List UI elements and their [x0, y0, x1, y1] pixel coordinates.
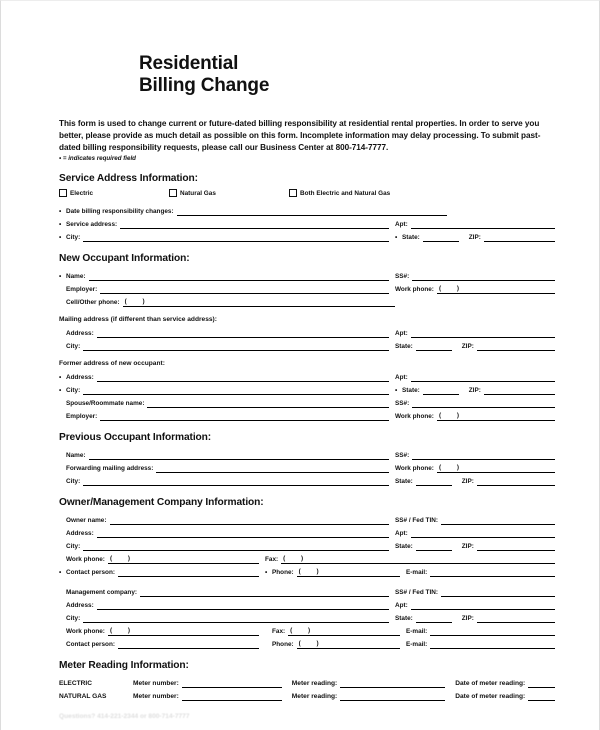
label-state-service: State: — [402, 234, 420, 242]
input-meter-reading-electric[interactable] — [340, 678, 445, 688]
label-management-fax: Fax: — [272, 628, 286, 636]
field-row-new-occupant-name — [59, 268, 555, 281]
label-former-address: Address: — [66, 374, 94, 382]
meter-row-electric — [59, 675, 555, 688]
input-owner-name[interactable] — [110, 515, 390, 525]
section-heading-service-address: Service Address Information: — [59, 173, 198, 185]
label-date-meter-reading-natural-gas: Date of meter reading: — [455, 693, 526, 701]
label-spouse-ssn: SS#: — [395, 400, 410, 408]
spacer-marker — [59, 329, 66, 338]
section-heading-meter-reading: Meter Reading Information: — [59, 660, 189, 672]
label-zip-mailing: ZIP: — [461, 343, 474, 351]
label-meter-number-electric: Meter number: — [133, 680, 179, 688]
checkbox-label-electric: Electric — [70, 189, 94, 197]
spacer-marker — [59, 627, 66, 636]
required-marker: • — [59, 221, 62, 229]
input-city-management[interactable] — [83, 613, 389, 623]
input-new-occupant-ssn[interactable] — [412, 271, 555, 281]
input-spouse-work-phone-area[interactable]: ( ) — [437, 411, 479, 421]
label-meter-reading-electric: Meter reading: — [291, 680, 338, 688]
input-city-service[interactable] — [83, 232, 389, 242]
label-state-mailing: State: — [395, 343, 413, 351]
label-city-former: City: — [66, 387, 81, 395]
input-service-address[interactable] — [120, 219, 389, 229]
field-row-new-occupant-employer — [59, 281, 555, 294]
section-heading-new-occupant: New Occupant Information: — [59, 253, 190, 265]
input-mailing-address[interactable] — [97, 328, 389, 338]
label-new-occupant-ssn: SS#: — [395, 273, 410, 281]
field-row-former-city — [59, 382, 555, 395]
field-row-forwarding-address — [59, 460, 555, 473]
input-state-previous[interactable] — [416, 476, 452, 486]
required-marker: • — [59, 234, 62, 242]
input-management-work-phone-area[interactable]: ( ) — [108, 626, 150, 636]
field-row-management-company — [59, 584, 555, 597]
label-new-occupant-employer: Employer: — [66, 286, 98, 294]
input-management-work-phone[interactable] — [150, 626, 259, 636]
label-zip-service: ZIP: — [468, 234, 481, 242]
label-zip-owner: ZIP: — [461, 543, 474, 551]
input-date-meter-reading-electric[interactable] — [528, 678, 555, 688]
label-management-email-2: E-mail: — [406, 641, 428, 649]
input-spouse-work-phone[interactable] — [479, 411, 555, 421]
footer-contact-line: Questions? 414-221-2344 or 800-714-7777 — [59, 713, 190, 721]
input-previous-work-phone-area[interactable]: ( ) — [437, 463, 479, 473]
field-row-service-address — [59, 216, 555, 229]
input-state-owner[interactable] — [416, 541, 452, 551]
input-date-meter-reading-natural-gas[interactable] — [528, 691, 555, 701]
field-row-management-address — [59, 597, 555, 610]
input-owner-phone[interactable] — [339, 567, 400, 577]
label-forwarding-address: Forwarding mailing address: — [66, 465, 154, 473]
label-city-management: City: — [66, 615, 81, 623]
title-line-2: Billing Change — [139, 75, 270, 97]
label-owner-fax: Fax: — [265, 556, 279, 564]
input-spouse-roommate[interactable] — [147, 398, 389, 408]
label-owner-ssn-fed-tin: SS# / Fed TIN: — [395, 517, 438, 525]
field-row-mailing-address — [59, 325, 555, 338]
input-new-occupant-name[interactable] — [89, 271, 389, 281]
spacer-marker — [59, 614, 66, 623]
label-city-owner: City: — [66, 543, 81, 551]
label-previous-occupant-name: Name: — [66, 452, 86, 460]
input-new-occupant-work-phone[interactable] — [479, 284, 555, 294]
label-service-address: Service address: — [66, 221, 118, 229]
spacer-marker — [59, 516, 66, 525]
label-apt-mailing: Apt: — [395, 330, 408, 338]
input-owner-fax[interactable] — [323, 554, 555, 564]
spacer-marker — [59, 298, 66, 307]
label-management-email-1: E-mail: — [406, 628, 428, 636]
input-apt-mailing[interactable] — [411, 328, 555, 338]
input-management-email-2[interactable] — [430, 639, 555, 649]
label-date-meter-reading-electric: Date of meter reading: — [455, 680, 526, 688]
checkbox-icon-natural-gas[interactable] — [169, 189, 177, 197]
input-management-company[interactable] — [140, 587, 389, 597]
field-row-management-city — [59, 610, 555, 623]
label-state-management: State: — [395, 615, 413, 623]
spacer-marker — [59, 588, 66, 597]
label-new-occupant-work-phone: Work phone: — [395, 286, 434, 294]
input-previous-occupant-name[interactable] — [89, 450, 389, 460]
spacer-marker — [59, 601, 66, 610]
label-state-former: State: — [402, 387, 420, 395]
checkbox-item-both[interactable] — [289, 189, 390, 197]
label-new-occupant-cell-phone: Cell/Other phone: — [66, 299, 120, 307]
input-apt-service[interactable] — [411, 219, 555, 229]
input-meter-reading-natural-gas[interactable] — [340, 691, 445, 701]
required-marker: • — [59, 208, 62, 216]
label-meter-number-natural-gas: Meter number: — [133, 693, 179, 701]
input-management-phone[interactable] — [339, 639, 400, 649]
spacer-marker — [59, 477, 66, 486]
section-heading-previous-occupant: Previous Occupant Information: — [59, 432, 212, 444]
intro-paragraph: This form is used to change current or future-dated billing responsibility at residential rental properties. In order to serve you better, please provide as much detail as possible on this form. Incomplete information may delay processing. To submit past-dated billing responsibility requests, please call our Business Center at 800-714-7777. — [59, 118, 541, 152]
input-management-fax[interactable] — [330, 626, 400, 636]
checkbox-icon-both[interactable] — [289, 189, 297, 197]
spacer-marker — [59, 285, 66, 294]
input-state-former[interactable] — [423, 385, 459, 395]
spacer-marker — [59, 640, 66, 649]
input-zip-management[interactable] — [477, 613, 555, 623]
field-row-service-city — [59, 229, 555, 242]
input-spouse-employer[interactable] — [100, 411, 389, 421]
input-owner-ssn-fed-tin[interactable] — [441, 515, 555, 525]
input-city-mailing[interactable] — [83, 341, 389, 351]
label-city-mailing: City: — [66, 343, 81, 351]
label-state-owner: State: — [395, 543, 413, 551]
input-owner-address[interactable] — [97, 528, 389, 538]
label-city-previous: City: — [66, 478, 81, 486]
label-state-previous: State: — [395, 478, 413, 486]
input-previous-work-phone[interactable] — [479, 463, 555, 473]
label-previous-occupant-ssn: SS#: — [395, 452, 410, 460]
label-management-ssn-fed-tin: SS# / Fed TIN: — [395, 589, 438, 597]
field-row-new-occupant-cell-phone — [59, 294, 555, 307]
field-row-owner-city — [59, 538, 555, 551]
input-forwarding-address[interactable] — [156, 463, 389, 473]
section-gap — [59, 577, 555, 584]
required-marker: • — [395, 234, 398, 242]
input-new-occupant-cell-phone-area[interactable]: ( ) — [123, 297, 165, 307]
field-row-former-address — [59, 369, 555, 382]
input-city-owner[interactable] — [83, 541, 389, 551]
input-owner-contact-person[interactable] — [118, 567, 259, 577]
spacer-marker — [59, 542, 66, 551]
input-management-contact-person[interactable] — [118, 639, 259, 649]
subheading-former-address: Former address of new occupant: — [59, 360, 165, 368]
title-line-1: Residential — [139, 53, 239, 74]
input-management-address[interactable] — [97, 600, 389, 610]
form-sheet — [59, 53, 555, 720]
spacer-marker — [59, 342, 66, 351]
required-marker: • — [59, 387, 62, 395]
meter-type-electric: ELECTRIC — [59, 680, 92, 688]
input-new-occupant-work-phone-area[interactable]: ( ) — [437, 284, 479, 294]
utility-type-checkbox-row — [59, 188, 555, 198]
field-row-owner-contact-person — [59, 564, 555, 577]
label-date-billing-changes: Date billing responsibility changes: — [66, 208, 174, 216]
required-marker: • — [265, 569, 268, 577]
label-meter-reading-natural-gas: Meter reading: — [291, 693, 338, 701]
section-heading-owner-management: Owner/Management Company Information: — [59, 497, 264, 509]
label-zip-former: ZIP: — [468, 387, 481, 395]
field-row-spouse-roommate — [59, 395, 555, 408]
input-apt-owner[interactable] — [411, 528, 555, 538]
label-owner-phone: Phone: — [272, 569, 294, 577]
input-management-phone-area[interactable]: ( ) — [297, 639, 339, 649]
spacer-marker — [59, 529, 66, 538]
field-row-owner-name — [59, 512, 555, 525]
input-former-address[interactable] — [97, 372, 389, 382]
field-row-management-work-phone — [59, 623, 555, 636]
input-meter-number-electric[interactable] — [182, 678, 282, 688]
label-spouse-employer: Employer: — [66, 413, 98, 421]
meter-row-natural-gas — [59, 688, 555, 701]
required-field-note: • = indicates required field — [59, 155, 136, 163]
required-marker: • — [59, 374, 62, 382]
label-apt-management: Apt: — [395, 602, 408, 610]
input-new-occupant-cell-phone[interactable] — [165, 297, 395, 307]
label-owner-address: Address: — [66, 530, 94, 538]
field-row-date-billing-changes — [59, 203, 555, 216]
page-title — [139, 53, 555, 98]
input-zip-former[interactable] — [484, 385, 555, 395]
label-owner-contact-person: Contact person: — [66, 569, 115, 577]
checkbox-item-natural-gas[interactable] — [169, 189, 289, 197]
checkbox-item-electric[interactable] — [59, 189, 169, 197]
spacer-marker — [59, 412, 66, 421]
input-date-billing-changes[interactable] — [177, 206, 447, 216]
spacer-marker — [59, 464, 66, 473]
input-zip-previous[interactable] — [477, 476, 555, 486]
required-marker: • — [395, 387, 398, 395]
label-zip-previous: ZIP: — [461, 478, 474, 486]
label-management-work-phone: Work phone: — [66, 628, 105, 636]
field-row-previous-city — [59, 473, 555, 486]
field-row-spouse-employer — [59, 408, 555, 421]
spacer-marker — [59, 451, 66, 460]
spacer-marker — [265, 640, 272, 649]
input-owner-email[interactable] — [430, 567, 555, 577]
meter-type-natural-gas: NATURAL GAS — [59, 693, 107, 701]
field-row-owner-address — [59, 525, 555, 538]
spacer-marker — [265, 627, 272, 636]
field-row-previous-occupant-name — [59, 447, 555, 460]
input-zip-mailing[interactable] — [477, 341, 555, 351]
input-state-mailing[interactable] — [416, 341, 452, 351]
label-mailing-address: Address: — [66, 330, 94, 338]
label-apt-former: Apt: — [395, 374, 408, 382]
input-state-management[interactable] — [416, 613, 452, 623]
input-zip-owner[interactable] — [477, 541, 555, 551]
required-marker: • — [59, 273, 62, 281]
label-management-contact-person: Contact person: — [66, 641, 115, 649]
input-spouse-ssn[interactable] — [412, 398, 555, 408]
input-owner-fax-area[interactable]: ( ) — [281, 554, 323, 564]
checkbox-icon-electric[interactable] — [59, 189, 67, 197]
input-owner-phone-area[interactable]: ( ) — [297, 567, 339, 577]
input-management-fax-area[interactable]: ( ) — [288, 626, 330, 636]
label-owner-work-phone: Work phone: — [66, 556, 105, 564]
label-city-service: City: — [66, 234, 81, 242]
checkbox-label-natural-gas: Natural Gas — [180, 189, 216, 197]
input-apt-former[interactable] — [411, 372, 555, 382]
input-owner-work-phone-area[interactable]: ( ) — [108, 554, 150, 564]
spacer-marker — [59, 555, 66, 564]
input-state-service[interactable] — [423, 232, 459, 242]
required-marker: • — [59, 569, 62, 577]
input-management-ssn-fed-tin[interactable] — [441, 587, 555, 597]
spacer-marker — [59, 399, 66, 408]
label-owner-name: Owner name: — [66, 517, 107, 525]
label-management-phone: Phone: — [272, 641, 294, 649]
input-previous-occupant-ssn[interactable] — [412, 450, 555, 460]
label-apt-service: Apt: — [395, 221, 408, 229]
label-management-address: Address: — [66, 602, 94, 610]
label-spouse-roommate: Spouse/Roommate name: — [66, 400, 145, 408]
input-owner-work-phone[interactable] — [150, 554, 259, 564]
label-spouse-work-phone: Work phone: — [395, 413, 434, 421]
input-new-occupant-employer[interactable] — [100, 284, 389, 294]
field-row-mailing-city — [59, 338, 555, 351]
field-row-management-contact-person — [59, 636, 555, 649]
input-meter-number-natural-gas[interactable] — [182, 691, 282, 701]
field-row-owner-work-phone — [59, 551, 555, 564]
checkbox-label-both: Both Electric and Natural Gas — [300, 189, 391, 197]
input-zip-service[interactable] — [484, 232, 555, 242]
input-management-email-1[interactable] — [430, 626, 555, 636]
label-previous-work-phone: Work phone: — [395, 465, 434, 473]
input-apt-management[interactable] — [411, 600, 555, 610]
label-owner-email: E-mail: — [406, 569, 428, 577]
input-city-former[interactable] — [83, 385, 389, 395]
label-zip-management: ZIP: — [461, 615, 474, 623]
input-city-previous[interactable] — [83, 476, 389, 486]
label-new-occupant-name: Name: — [66, 273, 86, 281]
label-apt-owner: Apt: — [395, 530, 408, 538]
subheading-mailing-address: Mailing address (if different than service address): — [59, 316, 217, 324]
label-management-company: Management company: — [66, 589, 138, 597]
